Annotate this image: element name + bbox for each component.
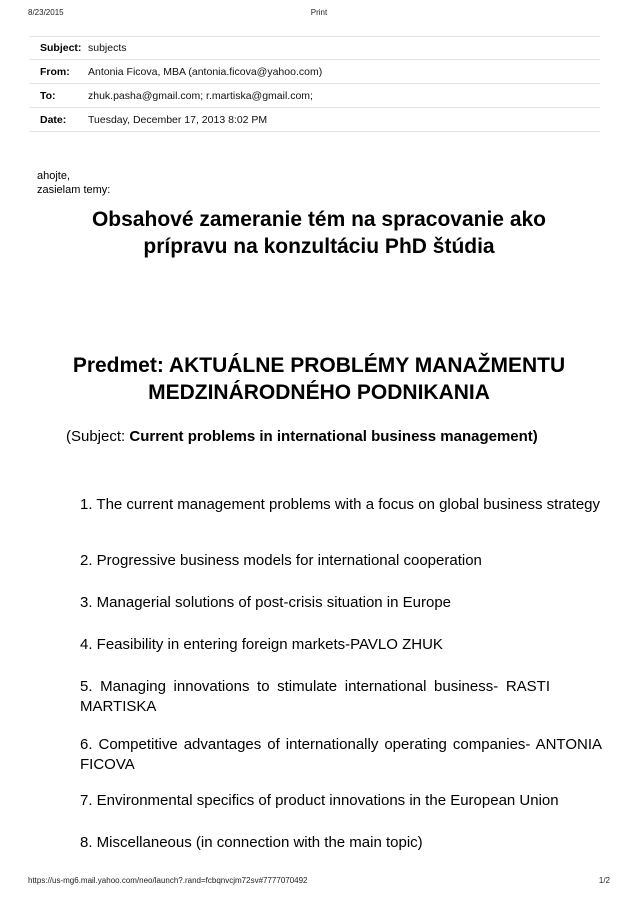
meta-label: To: [40, 89, 56, 102]
meta-label: Date: [40, 113, 67, 126]
subject-heading-line: Predmet: AKTUÁLNE PROBLÉMY MANAŽMENTU [72, 354, 566, 377]
meta-value: subjects [88, 42, 127, 54]
topic-item: 2. Progressive business models for international cooperation [80, 552, 482, 569]
print-footer [28, 876, 610, 888]
meta-label: From: [40, 65, 70, 78]
subject-translation-prefix: (Subject: [66, 428, 130, 445]
print-date: 8/23/2015 [28, 8, 64, 17]
subject-translation [66, 428, 538, 445]
meta-value: Antonia Ficova, MBA (antonia.ficova@yahoo.com) [88, 65, 323, 78]
topic-item: 4. Feasibility in entering foreign markets-PAVLO ZHUK [80, 636, 443, 653]
email-metadata [30, 36, 600, 132]
document-title-line: prípravu na konzultáciu PhD štúdia [143, 235, 495, 258]
topic-item: 8. Miscellaneous (in connection with the main topic) [80, 834, 423, 851]
subject-heading [40, 352, 598, 406]
print-title: Print [310, 8, 328, 17]
greeting [37, 169, 110, 197]
meta-value: Tuesday, December 17, 2013 8:02 PM [88, 113, 268, 126]
subject-heading-line: MEDZINÁRODNÉHO PODNIKANIA [148, 381, 490, 404]
document-title-line: Obsahové zameranie tém na spracovanie ako [91, 208, 547, 231]
page-number: 1/2 [598, 876, 610, 885]
document-title [48, 206, 590, 260]
topic-item: 7. Environmental specifics of product innovations in the European Union [80, 792, 559, 809]
topic-item: 6. Competitive advantages of internationally operating companies- ANTONIA FICOVA [80, 736, 602, 773]
meta-value: zhuk.pasha@gmail.com; r.martiska@gmail.com; [88, 89, 313, 102]
meta-row-to [30, 84, 600, 108]
meta-label: Subject: [40, 42, 82, 54]
topic-list [80, 495, 602, 853]
meta-row-subject [30, 36, 600, 60]
page-url: https://us-mg6.mail.yahoo.com/neo/launch?.rand=fcbqnvcjm72sv#7777070492 [28, 876, 308, 885]
topic-item: 5. Managing innovations to stimulate international business- RASTI MARTISKA [80, 678, 550, 715]
meta-row-from [30, 60, 600, 84]
topic-item: 1. The current management problems with a focus on global business strategy [80, 496, 601, 513]
greeting-line: zasielam temy: [37, 184, 111, 196]
greeting-line: ahojte, [37, 170, 71, 182]
meta-row-date [30, 108, 600, 132]
topic-item: 3. Managerial solutions of post-crisis situation in Europe [80, 594, 452, 611]
subject-translation-text: Current problems in international business management) [129, 428, 538, 445]
print-header [28, 8, 610, 22]
